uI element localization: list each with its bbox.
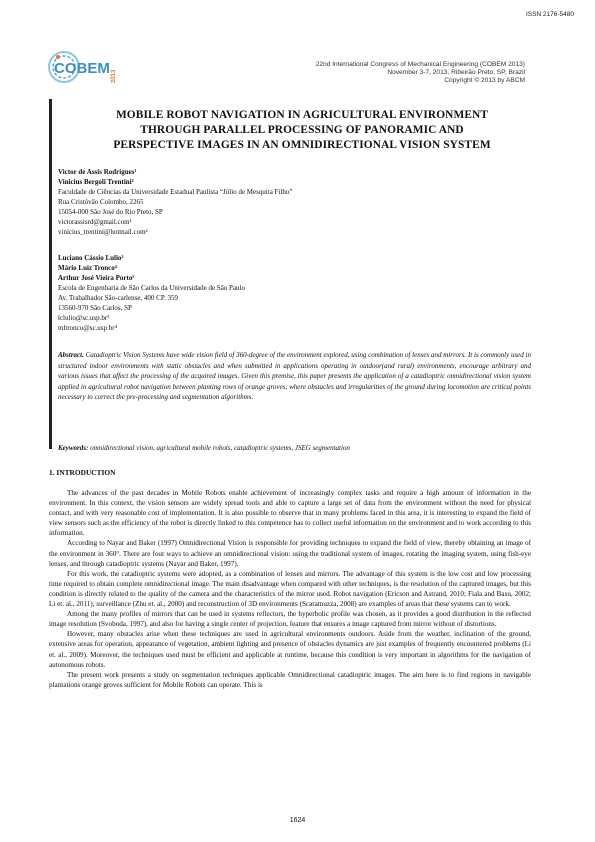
author-group-1 bbox=[58, 167, 528, 237]
email: victorassisrd@gmail.com¹ bbox=[58, 218, 132, 226]
author-name: Mário Luiz Tronco⁴ bbox=[58, 264, 117, 272]
conference-line: 22nd International Congress of Mechanical Engineering (COBEM 2013) bbox=[315, 61, 525, 68]
paragraph: Among the many profiles of mirrors that can be used in systems reflectors, the hyperbolic profile was chosen, as it provides a good distribution in the reflected image resolution (Svoboda, 1997), and also for having a single center of projection, feature that ensures a image captured from mirror without of distortions. bbox=[49, 610, 531, 629]
abstract-text: Catadioptric Vision Systems have wide vision field of 360-degree of the environment explored, using combination of lenses and mirrors. It is commonly used in structured indoor environments with static obstacles and when submitted in applications operating in outdoor(and rural) environments, encourage arbitrary and various issues that affect the processing of the acquired images. Given this premise, this paper presents the application of a catadioptric omnidirectional vision system applied in agricultural robot navigation between planting rows of orange groves, where obstacles and irregularities of the ground during locomotion are critical points necessary to correct the pre-processing and segmentation algorithms. bbox=[58, 351, 531, 402]
email: mltronco@sc.usp.br⁴ bbox=[58, 324, 118, 332]
issn: ISSN 2176-5480 bbox=[525, 11, 574, 18]
cobem-logo bbox=[44, 43, 120, 93]
address: Av. Trabalhador São-carlense, 400 CP. 359 bbox=[58, 294, 178, 302]
author-name: Vinicius Bergoli Trentini² bbox=[58, 178, 134, 186]
author-group-2 bbox=[58, 253, 528, 333]
title-line: MOBILE ROBOT NAVIGATION IN AGRICULTURAL ENVIRONMENT bbox=[115, 109, 489, 121]
page-number: 1624 bbox=[289, 817, 306, 824]
keywords bbox=[58, 444, 531, 452]
conference-line: November 3-7, 2013, Ribeirão Preto, SP, Brazil bbox=[387, 69, 525, 77]
keywords-label: Keywords: bbox=[58, 444, 89, 452]
affiliation: Faculdade de Ciências da Universidade Estadual Paulista “Júlio de Mesquita Filho” bbox=[58, 188, 293, 196]
author-name: Arthur José Vieira Porto⁵ bbox=[58, 274, 135, 282]
author-name: Luciano Cássio Lulio³ bbox=[58, 254, 124, 262]
conference-info bbox=[316, 61, 525, 86]
abstract-label: Abstract. bbox=[58, 351, 84, 359]
address: 15054-000 São José do Rio Preto, SP bbox=[58, 208, 163, 216]
affiliation: Escola de Engenharia de São Carlos da Universidade de São Paulo bbox=[58, 284, 246, 292]
paragraph: However, many obstacles arise when these techniques are used in agricultural environments outdoors. Aside from the weather, inclination of the ground, extensive areas for operation, appearance of vegetation, ambient lighting and presence of obstacles dynamics are just examples of frequently encountered problems (Li et. al., 2009). Moreover, the techniques used must be efficient and applicable at runtime, because this condition is very important in algorithms for the navigation of autonomous robots. bbox=[49, 630, 531, 669]
conference-line: Copyright © 2013 by ABCM bbox=[444, 77, 525, 85]
paragraph: For this work, the catadioptric systems were adopted, as a combination of lenses and mirrors. The advantage of this system is the low cost and low processing time required to obtain complete omnidirectional image. The main disadvantage when compared with other techniques, is the resolution of the captured images, but this condition is directly related to the quality of the camera and the characteristics of the mirror used. Robot navigation (Ericson and Astrand, 2010; Fiala and Basu, 2002; Li et. al., 2011), surveillance (Zhu et. al., 2000) and reconstruction of 3D environments (Scaramuzza, 2008) are examples of areas that these systems can to work. bbox=[49, 569, 531, 609]
author-name: Victor de Assis Rodrigues¹ bbox=[58, 168, 137, 176]
address: 13560-970 São Carlos, SP bbox=[58, 304, 132, 312]
email: vinicius_trentini@hotmail.com² bbox=[58, 228, 148, 236]
abstract bbox=[58, 350, 531, 403]
paragraph: The advances of the past decades in Mobile Robots enable achievement of increasingly complex tasks and require a high amount of information in the environment. In this context, the vision sensors are widely spread tools and able to capture a large set of data from the environment without the need for physical contact, and with very reasonable cost of implementation. It is also possible to observe that in many problems faced in this area, it is interesting to expand the field of view sensors such as the efficiency of the robot is directly linked to this competence has to collect useful information on the environment and to work according to this information. bbox=[49, 489, 531, 538]
keywords-text: omnidirectional vision, agricultural mobile robots, catadioptric systems, JSEG segmentation bbox=[90, 444, 350, 452]
paragraph: According to Nayar and Baker (1997) Omnidirectional Vision is responsible for providing techniques to expand the field of view, thereby obtaining an image of the environment in 360°. There are four ways to achieve an omnidirectional vision: using the traditional system of images, rotating the imaging system, using fish-eye lenses, and through catadioptric systems (Nayar and Baker, 1997). bbox=[49, 539, 531, 568]
title-line: PERSPECTIVE IMAGES IN AN OMNIDIRECTIONAL VISION SYSTEM bbox=[113, 139, 491, 151]
section-heading: 1. INTRODUCTION bbox=[49, 468, 116, 477]
paper-title bbox=[58, 108, 546, 153]
logo-year: 2013 bbox=[111, 69, 117, 83]
title-line: THROUGH PARALLEL PROCESSING OF PANORAMIC AND bbox=[140, 124, 464, 136]
paragraph: The present work presents a study on segmentation techniques applicable Omnidirectional catadioptric images. The aim here is to find regions in navigable plantations orange groves sufficient for Mobile Robots can operate. This is bbox=[49, 670, 531, 689]
address: Rua Cristóvão Colombo, 2265 bbox=[58, 198, 144, 206]
left-rule bbox=[49, 99, 52, 449]
logo-text: COBEM bbox=[54, 60, 110, 77]
body-text bbox=[49, 488, 531, 690]
email: lclulio@sc.usp.br³ bbox=[58, 314, 110, 322]
